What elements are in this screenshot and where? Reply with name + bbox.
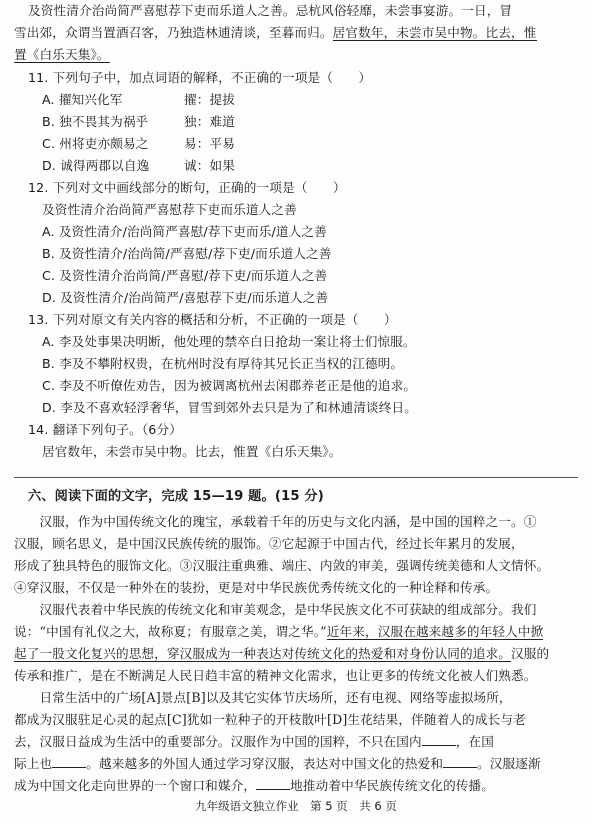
q12-option-b: B. 及资性清介/治尚简/严喜慰/荐下吏/而乐道人之善: [42, 246, 332, 261]
p1-line-2: 汉服，顾名思义，是中国汉民族传统的服饰。②它起源于中国古代，经过长年累月的发展，: [14, 536, 524, 551]
q11-option-a: [42, 91, 235, 109]
passage-line-2-text: 雪出郊，众谓当置酒召客，乃独造林逋清谈，至暮而归。: [14, 25, 333, 40]
q13-option-b: B. 李及不攀附权贵，在杭州时没有厚待其兄长正当权的江德明。: [42, 356, 404, 371]
answer-blank-1[interactable]: [422, 733, 456, 746]
q11-a-gloss: 擢：提拔: [184, 92, 235, 107]
q11-b-gloss: 独：难道: [184, 114, 235, 129]
p3-line-3-end: ，在国: [455, 734, 495, 749]
q12-quote: 及资性清介治尚简严喜慰荐下吏而乐道人之善: [42, 202, 297, 217]
q11-option-b: [42, 113, 235, 131]
p3-line-5-end: 地推动着中华民族传统文化的传播。: [290, 778, 495, 793]
question-12-stem: 12. 下列对文中画线部分的断句，正确的一项是（ ）: [28, 180, 346, 195]
p2-line-2: [14, 623, 543, 641]
passage-line-1: 及资性清介治尚简严喜慰荐下吏而乐道人之善。忌杭风俗轻靡，未尝事宴游。一日，冒: [28, 3, 513, 18]
q11-option-c: [42, 135, 235, 153]
answer-blank-3[interactable]: [443, 755, 477, 768]
q12-option-a: A. 及资性清介/治尚简严喜慰/荐下吏而乐/道人之善: [42, 224, 327, 239]
page-footer: 九年级语文独立作业 第 5 页 共 6 页: [195, 799, 397, 813]
p3-line-5: [14, 777, 494, 795]
q11-c-label: C. 州将吏亦颇易之: [42, 136, 149, 151]
p1-line-3: 形成了独具特色的服饰文化。③汉服注重典雅、端庄、内敛的审美，强调传统美德和人文情怀。: [14, 558, 550, 573]
question-14-stem: 14. 翻译下列句子。（6分）: [28, 422, 182, 437]
q11-b-label: B. 独不畏其为祸乎: [42, 114, 149, 129]
p2-line-3-tail: 汉服的: [511, 646, 550, 661]
section-6-heading: 六、阅读下面的文字，完成 15—19 题。(15 分): [28, 489, 324, 504]
q13-option-c: C. 李及不听僚佐劝告，因为被调离杭州去闲郡养老正是他的追求。: [42, 378, 417, 393]
p3-line-4-end: 。汉服逐渐: [477, 756, 541, 771]
p3-line-1: 日常生活中的广场[A]景点[B]以及其它实体节庆场所，还有电视、网络等虚拟场所，: [14, 690, 512, 705]
p1-line-4: ④穿汉服，不仅是一种外在的装扮，更是对中华民族优秀传统文化的一种诠释和传承。: [14, 580, 499, 595]
p3-line-5-start: 成为中国文化走向世界的一个窗口和媒介，: [14, 778, 257, 793]
q11-d-gloss: 诚：如果: [184, 158, 235, 173]
underlined-sentence-end: 置《白乐天集》。: [14, 47, 110, 62]
p1-line-1: 汉服，作为中国传统文化的瑰宝，承载着千年的历史与文化内涵，是中国的国粹之一。①: [14, 514, 537, 529]
p2-line-3: [14, 645, 549, 663]
q14-sentence: 居官数年，未尝市吴中物。比去，惟置《白乐天集》。: [42, 444, 342, 459]
p2-underlined-end: 起了一股文化复兴的思想，穿汉服成为一种表达对传统文化的热爱和对身份认同的追求。: [14, 646, 512, 661]
q11-a-label: A. 擢知兴化军: [42, 92, 123, 107]
section-divider: [14, 477, 578, 478]
p3-line-2: 都成为汉服驻足心灵的起点[C]犹如一粒种子的开枝散叶[D]生花结果，伴随着人的成长与老: [14, 712, 526, 727]
p3-line-4-mid: 。越来越多的外国人通过学习穿汉服，表达对中国文化的热爱和: [86, 756, 444, 771]
p3-line-4-start: 际上也: [14, 756, 53, 771]
q13-option-a: A. 李及处事果决明断，他处理的禁卒白日抢劫一案让将士们惊服。: [42, 334, 416, 349]
answer-blank-2[interactable]: [52, 755, 86, 768]
q12-option-c: C. 及资性清介治尚简/严喜慰/荐下吏/而乐道人之善: [42, 268, 328, 283]
underlined-sentence: 居官数年，未尝市吴中物。比去，惟: [332, 25, 537, 40]
q13-option-d: D. 李及不喜欢轻浮奢华，冒雪到郊外去只是为了和林逋清谈终日。: [42, 400, 417, 415]
q12-option-d: D. 及资性清介/治尚简严/喜慰荐下吏/而乐道人之善: [42, 290, 329, 305]
p3-line-4: [14, 755, 541, 773]
p3-line-3-text: 去，汉服日益成为生活中的重要部分。汉服作为中国的国粹，不只在国内: [14, 734, 422, 749]
q11-d-label: D. 诚得两郡以自逸: [42, 158, 150, 173]
p2-line-1: 汉服代表着中华民族的传统文化和审美观念，是中华民族文化不可获缺的组成部分。我们: [14, 602, 537, 617]
answer-blank-4[interactable]: [256, 777, 290, 790]
q11-c-gloss: 易：平易: [184, 136, 235, 151]
p3-line-3: [14, 733, 494, 751]
p2-underlined-start: 近年来，汉服在越来越多的年轻人中掀: [326, 624, 544, 639]
p2-line-2-quote: 说：“中国有礼仪之大，故称夏；有服章之美，谓之华。”: [14, 624, 327, 639]
question-13-stem: 13. 下列对原文有关内容的概括和分析，不正确的一项是（ ）: [28, 312, 397, 327]
p2-line-4: 传承和推广，是在不断满足人民日趋丰富的精神文化需求，也让更多的传统文化被人们熟悉。: [14, 668, 537, 683]
passage-line-3: [14, 46, 110, 64]
q11-option-d: [42, 157, 235, 175]
passage-line-2: [14, 24, 537, 42]
question-11-stem: 11. 下列句子中，加点词语的解释，不正确的一项是（ ）: [28, 70, 372, 85]
